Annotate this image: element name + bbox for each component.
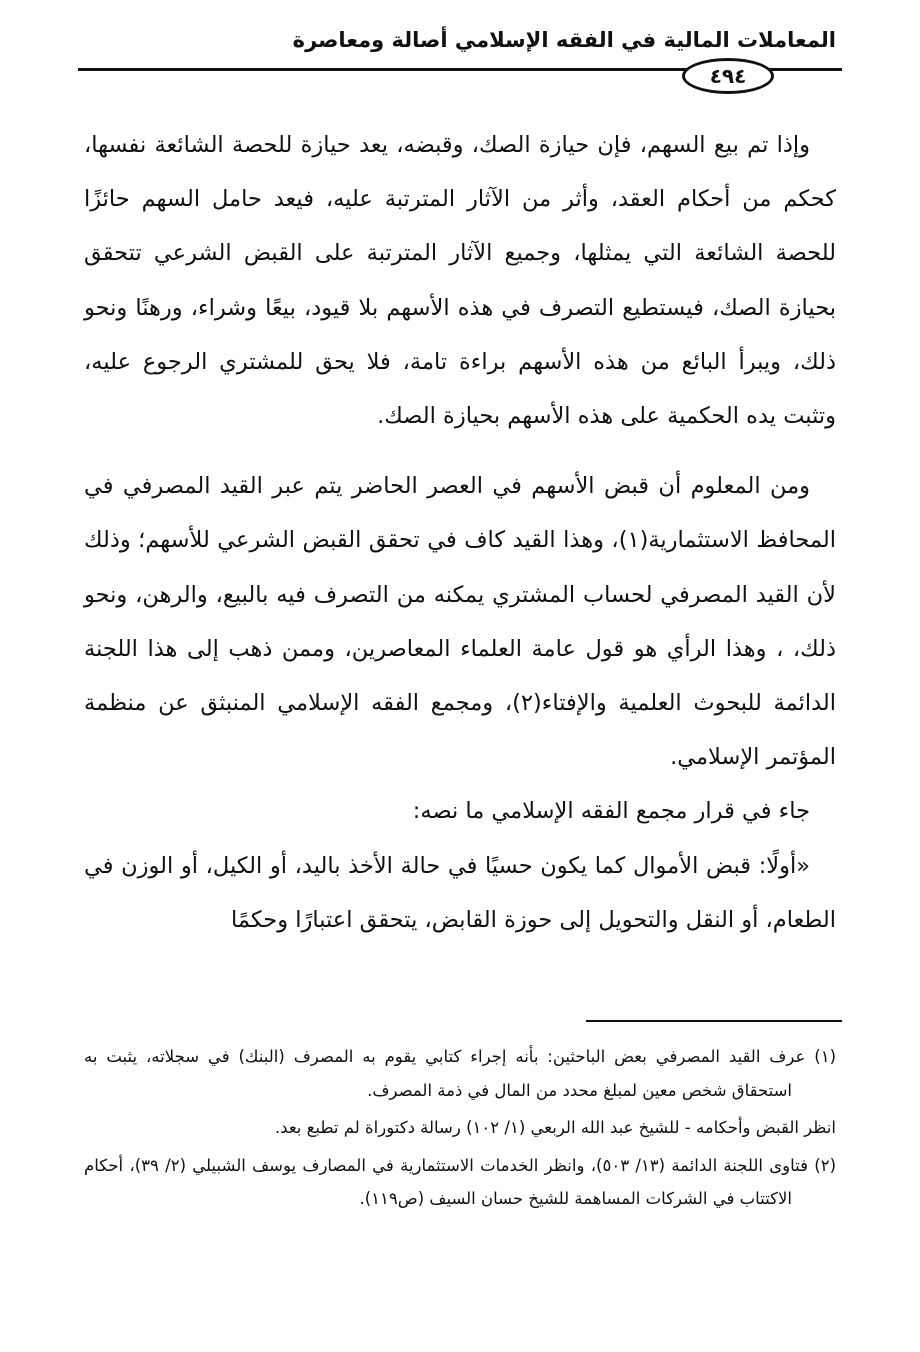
footnote-2: (٢) فتاوى اللجنة الدائمة (١٣/ ٥٠٣)، وانظر الخدمات الاستثمارية في المصارف يوسف الشبيلي (٢/ ٣٩)، أحكام الاكتتاب في الشركات المساهمة للشيخ حسان السيف (ص١١٩). xyxy=(84,1155,837,1208)
paragraph-2: ومن المعلوم أن قبض الأسهم في العصر الحاضر يتم عبر القيد المصرفي في المحافظ الاستثمارية(١)، وهذا القيد كاف في تحقق القبض الشرعي للأسهم؛ وذلك لأن القيد المصرفي لحساب المشتري يمكنه من التصرف فيه بالبيع، والرهن، ونحو ذلك، ، وهذا الرأي هو قول عامة العلماء المعاصرين، وممن ذهب إلى هذا اللجنة الدائمة للبحوث العلمية والإفتاء(٢)، ومجمع الفقه الإسلامي المنبثق عن منظمة المؤتمر الإسلامي. xyxy=(84,473,837,771)
footnotes xyxy=(84,1040,836,1216)
paragraph-4: «أولًا: قبض الأموال كما يكون حسيًا في حالة الأخذ باليد، أو الكيل، أو الوزن في الطعام، أو النقل والتحويل إلى حوزة القابض، يتحقق اعتبارًا وحكمًا xyxy=(84,852,836,933)
footnote-separator xyxy=(586,1020,842,1022)
paragraph-3: جاء في قرار مجمع الفقه الإسلامي ما نصه: xyxy=(412,798,810,825)
main-text xyxy=(84,118,836,947)
footnote-1-reference: انظر القبض وأحكامه - للشيخ عبد الله الربعي (١/ ١٠٢) رسالة دكتوراة لم تطبع بعد. xyxy=(274,1118,836,1137)
book-title: المعاملات المالية في الفقه الإسلامي أصالة ومعاصرة xyxy=(292,28,836,52)
page-number: ٤٩٤ xyxy=(709,64,747,88)
page-number-badge xyxy=(682,58,774,94)
paragraph-1: وإذا تم بيع السهم، فإن حيازة الصك، وقبضه، يعد حيازة للحصة الشائعة نفسها، كحكم من أحكام العقد، وأثر من الآثار المترتبة عليه، فيعد حامل السهم حائزًا للحصة الشائعة التي يمثلها، وجميع الآثار المترتبة على القبض الشرعي تتحقق بحيازة الصك، فيستطيع التصرف في هذه الأسهم بلا قيود، بيعًا وشراء، ورهنًا ونحو ذلك، ويبرأ البائع من هذه الأسهم براءة تامة، فلا يحق للمشتري الرجوع عليه، وتثبت يده الحكمية على هذه الأسهم بحيازة الصك. xyxy=(84,132,836,430)
footnote-1: (١) عرف القيد المصرفي بعض الباحثين: بأنه إجراء كتابي يقوم به المصرف (البنك) في سجلاته، يثبت به استحقاق شخص معين لمبلغ محدد من المال في ذمة المصرف. xyxy=(84,1047,836,1100)
